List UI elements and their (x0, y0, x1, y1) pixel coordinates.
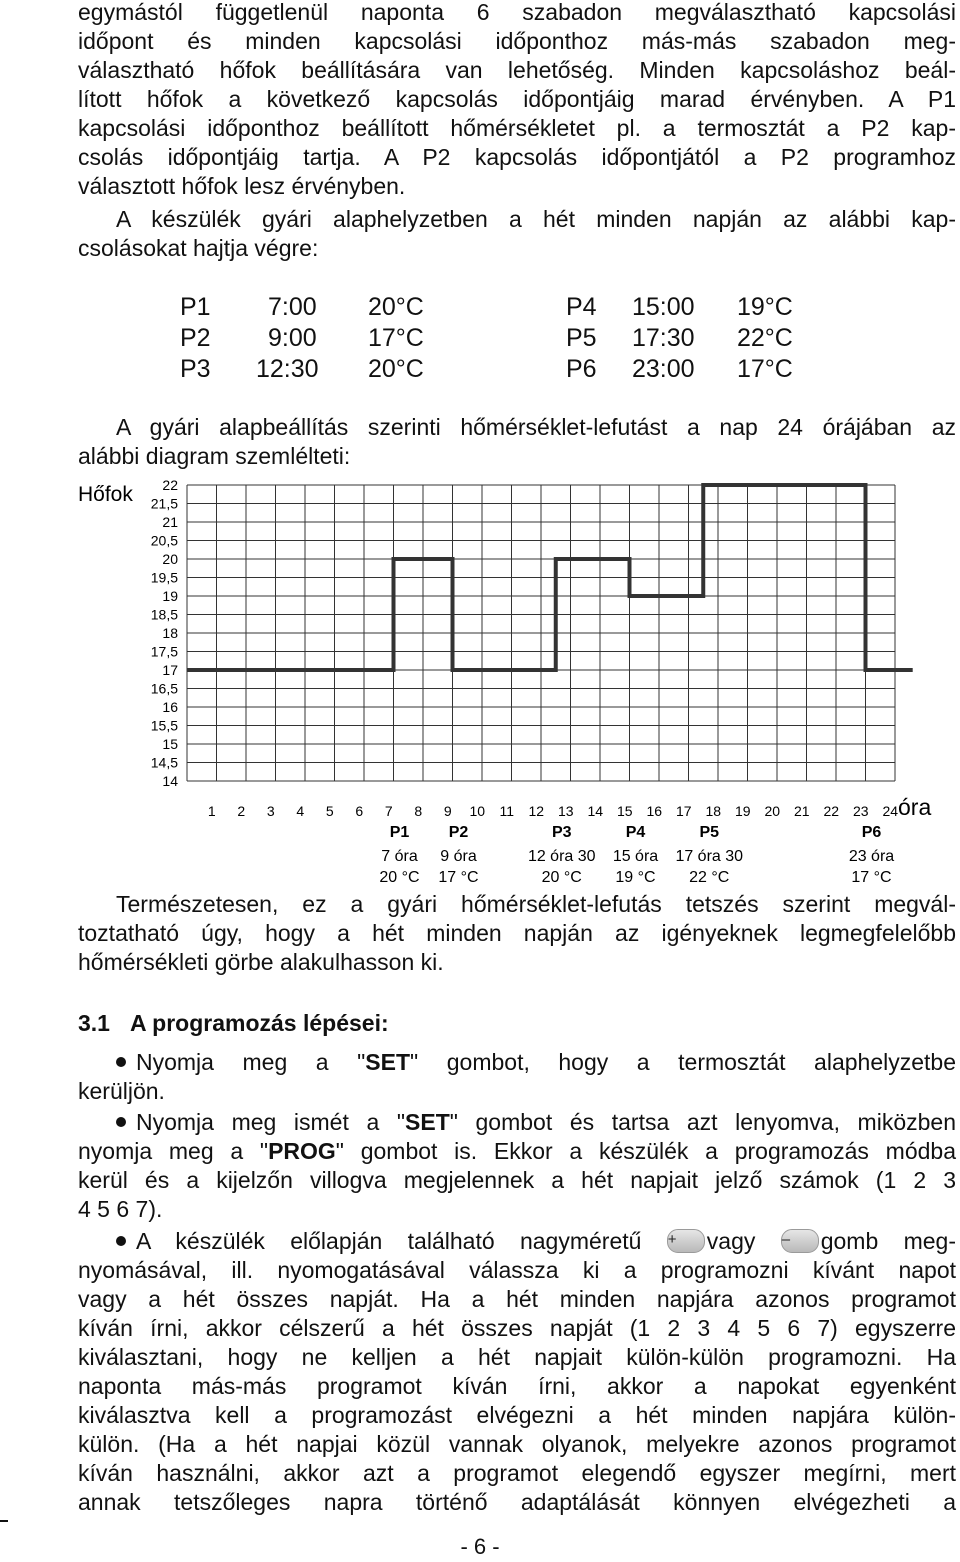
schedule-time: 23:00 (632, 355, 695, 383)
bullet-item-2 (78, 1108, 956, 1224)
x-tick-label: 11 (499, 803, 515, 819)
bullet-item-3 (78, 1227, 956, 1517)
text-line: választható hőfok beállítására van lehetőség. Minden kapcsoláshoz beál- (78, 57, 956, 83)
text-line: A készülék gyári alaphelyzetben a hét minden napján az alábbi kap- (116, 206, 956, 232)
section-title: A programozás lépései: (130, 1010, 389, 1036)
y-tick-label: 20 (162, 551, 178, 567)
x-tick-label: 24 (882, 803, 899, 819)
x-axis-ticks (208, 803, 898, 819)
text-line: A gyári alapbeállítás szerinti hőmérséklet-lefutást a nap 24 órájában az (116, 414, 956, 440)
x-tick-label: 12 (528, 803, 545, 819)
schedule-time: 15:00 (632, 293, 695, 321)
annotation-temp: 22 °C (689, 869, 730, 886)
y-tick-label: 17,5 (150, 643, 178, 660)
x-tick-label: 2 (237, 803, 246, 819)
page-number: - 6 - (460, 1534, 500, 1559)
x-tick-label: 15 (616, 803, 633, 819)
annotation-time: 15 óra (612, 848, 659, 865)
schedule-time: 17:30 (632, 324, 695, 352)
annotation-program: P1 (389, 824, 410, 841)
bullet-icon (116, 1057, 126, 1067)
outro-paragraph (78, 890, 956, 977)
annotation-time: 17 óra 30 (675, 848, 744, 865)
margin-mark (0, 1520, 8, 1522)
y-tick-label: 22 (162, 477, 178, 493)
text-run: " gombot, hogy a termosztát alaphelyzetbe (410, 1049, 956, 1075)
text-line: kiválasztva kell a programozást elvégezni a hét minden napjára külön- (78, 1402, 956, 1428)
text-run: vagy (706, 1228, 756, 1254)
text-line: hőmérsékleti görbe alakulhasson ki. (78, 949, 444, 975)
x-tick-label: 19 (734, 803, 751, 819)
schedule-program: P3 (180, 355, 211, 383)
y-tick-label: 14,5 (150, 754, 178, 771)
x-tick-label: 3 (266, 803, 275, 819)
text-run: " gombot és tartsa azt lenyomva, miközben (449, 1109, 956, 1135)
text-line: Természetesen, ez a gyári hőmérséklet-lefutás tetszés szerint megvál- (116, 891, 956, 917)
diagram-intro-paragraph (78, 413, 956, 471)
annotation-temp: 20 °C (379, 869, 420, 886)
x-tick-label: 18 (705, 803, 722, 819)
text-run: Nyomja meg ismét a " (136, 1109, 406, 1135)
schedule-temp: 20°C (368, 355, 424, 383)
text-line: kíván írni, akkor célszerű a hét összes napját (1 2 3 4 5 6 7) egyszerre (78, 1315, 956, 1341)
schedule-program: P1 (180, 293, 211, 321)
y-tick-label: 18,5 (150, 606, 178, 623)
section-heading (78, 1010, 389, 1037)
schedule-temp: 19°C (737, 293, 793, 321)
x-tick-label: 14 (587, 803, 604, 819)
bullet-item-1 (78, 1048, 956, 1106)
schedule-program: P5 (566, 324, 597, 352)
text-run: A készülék előlapján található nagyméretű (136, 1228, 642, 1254)
y-axis-label: Hőfok (78, 483, 133, 506)
x-tick-label: 21 (793, 803, 810, 819)
x-tick-label: 4 (296, 803, 305, 819)
annotation-temp: 20 °C (541, 869, 582, 886)
text-line: naponta más-más programot kíván írni, akkor a napokat egyenként (78, 1373, 956, 1399)
annotation-program: P4 (625, 824, 646, 841)
text-line: nyomásával, ill. nyomogatásával válassza ki a programozni kívánt napot (78, 1257, 956, 1283)
x-tick-label: 17 (675, 803, 692, 819)
annotation-time: 12 óra 30 (527, 848, 596, 865)
text-line: kiválasztani, hogy ne kelljen a hét napjait külön-külön programozni. Ha (78, 1344, 956, 1370)
x-axis-label: óra (898, 794, 932, 820)
x-tick-label: 6 (355, 803, 364, 819)
intro-paragraph (78, 0, 956, 201)
x-tick-label: 7 (384, 803, 393, 819)
x-tick-label: 10 (469, 803, 486, 819)
text-line: választott hőfok lesz érvényben. (78, 173, 406, 199)
text-line (78, 1137, 956, 1166)
x-tick-label: 13 (557, 803, 574, 819)
y-tick-label: 20,5 (150, 532, 178, 549)
x-tick-label: 5 (325, 803, 334, 819)
text-line: egymástól függetlenül naponta 6 szabadon megválasztható kapcsolási (78, 0, 956, 25)
text-line: kapcsolási időponthoz beállított hőmérsékletet pl. a termosztát a P2 kap- (78, 115, 956, 141)
plus-button-icon: + (667, 1229, 705, 1253)
annotation-time: 9 óra (440, 848, 477, 865)
schedule-time: 12:30 (256, 355, 319, 383)
x-tick-label: 1 (207, 803, 216, 819)
text-line (78, 1048, 956, 1077)
set-keyword: SET (405, 1109, 450, 1135)
text-line: időpont és minden kapcsolási időponthoz más-más szabadon meg- (78, 28, 956, 54)
bullet-icon (116, 1236, 126, 1246)
y-tick-label: 18 (162, 625, 178, 641)
x-tick-label: 23 (852, 803, 869, 819)
schedule-temp: 17°C (737, 355, 793, 383)
temperature-chart (0, 470, 960, 890)
x-tick-label: 8 (414, 803, 423, 819)
schedule-temp: 20°C (368, 293, 424, 321)
schedule-program: P6 (566, 355, 597, 383)
y-tick-label: 15,5 (150, 717, 178, 734)
set-keyword: SET (365, 1049, 411, 1075)
text-line: toztatható úgy, hogy a hét minden napján az igényeknek legmegfelelőbb (78, 920, 956, 946)
text-line: csolásokat hajtja végre: (78, 235, 319, 261)
x-tick-label: 9 (443, 803, 452, 819)
prog-keyword: PROG (268, 1138, 336, 1164)
y-tick-label: 19,5 (150, 569, 178, 586)
y-tick-label: 16 (162, 699, 178, 715)
annotation-program: P5 (699, 824, 720, 841)
y-tick-label: 19 (162, 588, 178, 604)
annotation-program: P3 (551, 824, 572, 841)
text-line: 4 5 6 7). (78, 1196, 163, 1222)
text-run: " gombot is. Ekkor a készülék a programozás módba (335, 1138, 956, 1164)
x-tick-label: 20 (764, 803, 781, 819)
y-axis-ticks (151, 477, 178, 789)
annotation-program: P2 (448, 824, 469, 841)
text-line (78, 1227, 956, 1256)
text-line: kerüljön. (78, 1078, 165, 1104)
annotation-time: 7 óra (381, 848, 418, 865)
section-number: 3.1 (78, 1010, 110, 1036)
schedule-time: 7:00 (268, 293, 317, 321)
annotation-temp: 19 °C (615, 869, 656, 886)
text-line: annak tetszőleges napra történő adaptálását könnyen elvégezheti a (78, 1489, 956, 1515)
text-line: alábbi diagram szemlélteti: (78, 443, 351, 469)
text-run: nyomja meg a " (78, 1138, 269, 1164)
annotation-time: 23 óra (848, 848, 895, 865)
chart-annotations (379, 824, 894, 886)
text-run: Nyomja meg a " (136, 1049, 366, 1075)
text-line: kíván használni, akkor azt a programot elegendő egyszer megírni, mert (78, 1460, 956, 1486)
x-tick-label: 22 (823, 803, 840, 819)
text-line: lított hőfok a következő kapcsolás időpontjáig marad érvényben. A P1 (78, 86, 956, 112)
chart-grid (187, 485, 895, 781)
text-line: külön. (Ha a hét napjai közül vannak olyanok, melyekre azonos programot (78, 1431, 956, 1457)
schedule-table (0, 292, 960, 392)
annotation-program: P6 (861, 824, 882, 841)
schedule-program: P4 (566, 293, 597, 321)
text-line: vagy a hét összes napját. Ha a hét minden napjára azonos programot (78, 1286, 956, 1312)
y-tick-label: 16,5 (150, 680, 178, 697)
annotation-temp: 17 °C (438, 869, 479, 886)
x-tick-label: 16 (646, 803, 663, 819)
minus-button-icon: – (781, 1229, 819, 1253)
y-tick-label: 14 (162, 773, 178, 789)
schedule-temp: 17°C (368, 324, 424, 352)
factory-intro-paragraph (78, 205, 956, 263)
text-run: gomb meg- (820, 1228, 956, 1254)
bullet-icon (116, 1117, 126, 1127)
schedule-program: P2 (180, 324, 211, 352)
text-line: csolás időpontjáig tartja. A P2 kapcsolás időpontjától a P2 programhoz (78, 144, 956, 170)
y-tick-label: 21 (162, 514, 178, 530)
schedule-time: 9:00 (268, 324, 317, 352)
annotation-temp: 17 °C (851, 869, 892, 886)
y-tick-label: 15 (162, 736, 178, 752)
schedule-temp: 22°C (737, 324, 793, 352)
y-tick-label: 17 (162, 662, 178, 678)
text-line (78, 1108, 956, 1137)
y-tick-label: 21,5 (150, 495, 178, 512)
text-line: kerül és a kijelzőn villogva megjelennek a hét napjait jelző számok (1 2 3 (78, 1167, 956, 1193)
